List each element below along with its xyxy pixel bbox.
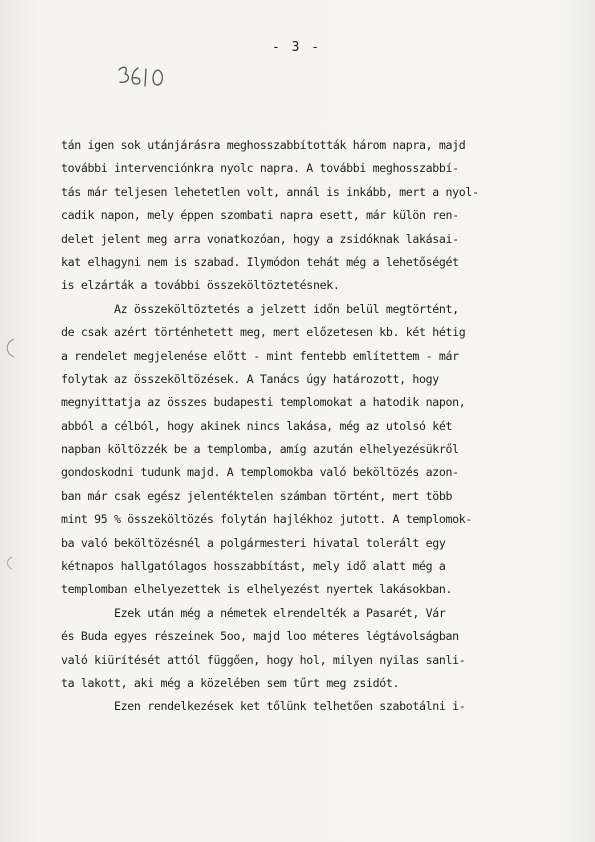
text-line: megnyittatja az összes budapesti templomokat a hatodik napon, bbox=[61, 395, 466, 410]
text-line: templomban elhelyezettek is elhelyezést nyertek lakásokban. bbox=[61, 582, 453, 597]
page-number: - 3 - bbox=[272, 40, 322, 55]
text-line: is elzárták a további összeköltöztetésnek. bbox=[61, 278, 340, 293]
text-line: a rendelet megjelenése előtt - mint fentebb említettem - már bbox=[61, 348, 459, 363]
typed-body-text bbox=[61, 134, 541, 719]
text-line: Az összeköltöztetés a jelzett időn belül megtörtént, bbox=[61, 301, 459, 316]
margin-bracket-mark bbox=[2, 338, 16, 358]
text-line: és Buda egyes részeinek 5oo, majd loo méteres légtávolságban bbox=[61, 629, 459, 644]
text-line: mint 95 % összeköltözés folytán hajlékhoz jutott. A templomok- bbox=[61, 512, 473, 527]
text-line: de csak azért történhetett meg, mert előzetesen kb. két hétig bbox=[61, 325, 466, 340]
text-line: ba való beköltözésnél a polgármesteri hivatal tolerált egy bbox=[61, 535, 446, 550]
text-line: kat elhagyni nem is szabad. Ilymódon tehát még a lehetőségét bbox=[61, 254, 459, 269]
text-line: abból a célból, hogy akinek nincs lakása, még az utolsó két bbox=[61, 418, 453, 433]
handwritten-page-annotation bbox=[116, 62, 170, 94]
text-line: további intervenciónkra nyolc napra. A további meghosszabbí- bbox=[61, 161, 459, 176]
text-line: folytak az összeköltözések. A Tanács úgy határozott, hogy bbox=[61, 371, 439, 386]
text-line: Ezen rendelkezések ket tőlünk telhetően szabotálni i- bbox=[61, 699, 466, 714]
text-line: ban már csak egész jelentéktelen számban történt, mert több bbox=[61, 488, 453, 503]
text-line: való kiürítését attól függően, hogy hol, milyen nyilas sanli- bbox=[61, 652, 466, 667]
margin-tick-mark bbox=[4, 556, 14, 570]
text-line: Ezek után még a németek elrendelték a Pasarét, Vár bbox=[61, 605, 446, 620]
text-line: cadik napon, mely éppen szombati napra esett, már külön ren- bbox=[61, 208, 459, 223]
text-line: napban költözzék be a templomba, amíg azután elhelyezésükről bbox=[61, 442, 459, 457]
text-line: ta lakott, aki még a közelében sem tűrt meg zsidót. bbox=[61, 675, 400, 690]
text-line: kétnapos hallgatólagos hosszabbítást, mely idő alatt még a bbox=[61, 559, 446, 574]
text-line: tás már teljesen lehetetlen volt, annál is inkább, mert a nyol- bbox=[61, 184, 479, 199]
text-line: tán igen sok utánjárásra meghosszabbították három napra, majd bbox=[61, 138, 466, 152]
text-line: delet jelent meg arra vonatkozóan, hogy a zsidóknak lakásai- bbox=[61, 231, 459, 246]
text-line: gondoskodni tudunk majd. A templomokba való beköltözés azon- bbox=[61, 465, 459, 480]
